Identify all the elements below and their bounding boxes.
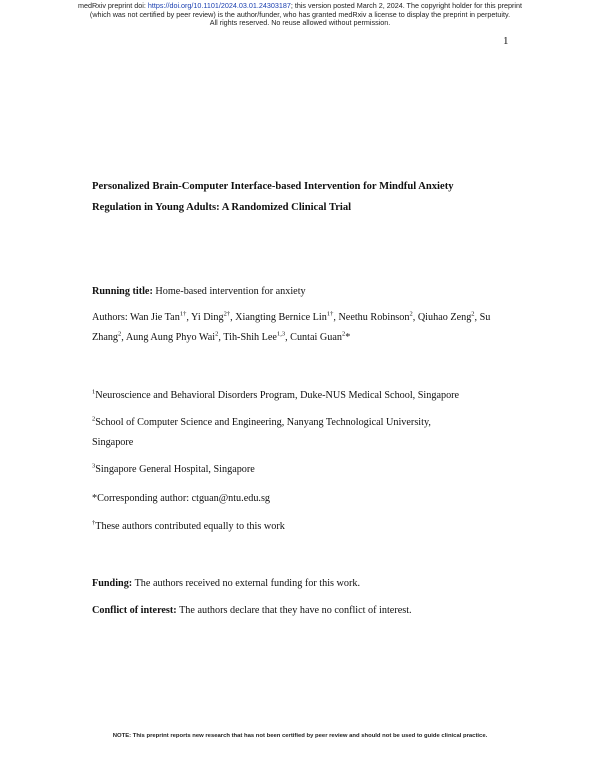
author-name: Xiangting Bernice Lin [235,312,327,323]
author-name: Cuntai Guan [290,332,342,343]
author-name: Yi Ding [191,312,224,323]
affiliation-1 [92,386,512,406]
preprint-footer-note: NOTE: This preprint reports new research that has not been certified by peer review and should not be used to guide clinical practice. [112,733,488,739]
author-affiliation-mark: 2 [341,330,346,338]
affiliation-text-cont: Singapore [92,437,134,448]
affiliation-number: 3 [92,462,96,470]
author-affiliation-mark: 2† [223,310,231,318]
preprint-header [0,2,600,28]
author-affiliation-mark: 2 [118,330,122,338]
author-affiliation-mark: 2 [409,310,413,318]
funding-label: Funding: [92,578,133,589]
paper-title [92,176,522,218]
affiliation-2 [92,413,512,453]
equal-contribution-note [92,517,512,537]
affiliation-number: 1 [92,388,96,396]
running-title-text: Home-based intervention for anxiety [155,286,306,297]
author-name: Neethu Robinson [338,312,410,323]
header-posted-text: ; this version posted March 2, 2024. The copyright holder for this preprint [290,1,523,10]
equal-contribution-text: These authors contributed equally to this work [95,521,285,532]
title-line-1: Personalized Brain-Computer Interface-based Intervention for Mindful Anxiety [92,181,454,192]
author-name: Wan Jie Tan [130,312,180,323]
header-line-3: All rights reserved. No reuse allowed without permission. [209,18,391,28]
author-affiliation-mark: 1,3 [276,330,286,338]
author-affiliation-mark: 1† [326,310,334,318]
conflict-label: Conflict of interest: [92,605,177,616]
running-title [92,282,306,302]
affiliation-text: School of Computer Science and Engineering, Nanyang Technological University, [95,417,431,428]
page-number: 1 [503,35,509,47]
header-prefix: medRxiv preprint doi: [77,1,148,10]
doi-link[interactable]: https://doi.org/10.1101/2024.03.01.24303187 [147,1,291,10]
affiliation-3 [92,460,512,480]
affiliation-text: Singapore General Hospital, Singapore [95,464,255,475]
conflict-text: The authors declare that they have no conflict of interest. [179,605,412,616]
author-list: Authors: Wan Jie Tan$^{1\dagger}$, Yi Ding$^{2\dagger}$, Xiangting Bernice Lin$^{1\dagger}$, Neethu Robinson$^2$, Qiuhao Zeng$^2$, Su Zhang$^2$, Aung Aung Phyo Wai$^2$, Tih-Shih Lee$^{1,3}$, Cuntai Guan$^2$* [92,310,491,343]
author-affiliation-mark: 2 [215,330,219,338]
dagger-mark: † [92,519,96,527]
running-title-label: Running title: [92,286,153,297]
author-name: Qiuhao Zeng [417,312,472,323]
title-line-2: Regulation in Young Adults: A Randomized Clinical Trial [92,202,352,213]
author-name: Tih-Shih Lee [223,332,277,343]
funding-statement [92,574,360,594]
authors-prefix: Authors: [92,312,128,323]
corresponding-author: *Corresponding author: ctguan@ntu.edu.sg [92,493,271,504]
funding-text: The authors received no external funding for this work. [134,578,361,589]
author-name: Su Zhang [92,312,491,343]
header-line-2: (which was not certified by peer review) is the author/funder, who has granted medRxiv a license to display the preprint in perpetuity. [89,9,511,19]
conflict-statement [92,601,412,621]
author-affiliation-mark: 2 [471,310,475,318]
affiliation-text: Neuroscience and Behavioral Disorders Program, Duke-NUS Medical School, Singapore [95,390,460,401]
author-name: Aung Aung Phyo Wai [125,332,216,343]
corresponding-mark: * [345,332,351,343]
affiliation-number: 2 [92,415,96,423]
author-affiliation-mark: 1† [179,310,187,318]
